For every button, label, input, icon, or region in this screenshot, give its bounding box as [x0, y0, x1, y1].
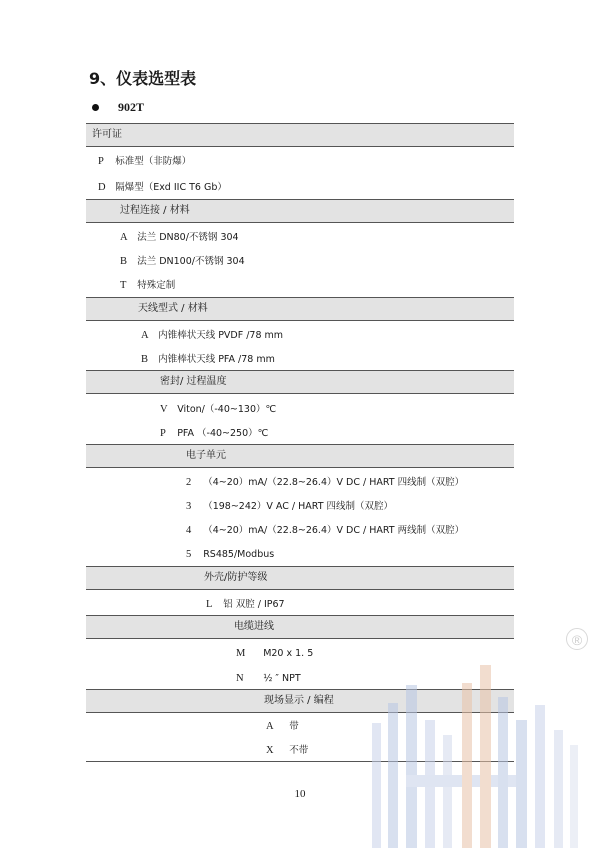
option-desc: 不带: [289, 745, 309, 756]
option-code: B: [120, 256, 128, 267]
option-code: 3: [186, 501, 192, 512]
option-row: [141, 329, 283, 343]
option-code: B: [141, 354, 149, 365]
option-row: [186, 524, 464, 538]
option-desc: （4~20）mA/（22.8~26.4）V DC / HART 两线制（双腔）: [203, 525, 465, 536]
option-row: [186, 500, 393, 514]
option-desc: RS485/Modbus: [203, 549, 275, 560]
option-desc: 铝 双腔 / IP67: [223, 599, 285, 610]
section-header-label: 电子单元: [186, 450, 226, 461]
option-desc: PFA （-40~250）℃: [177, 428, 269, 439]
section-header-label: 电缆进线: [234, 621, 274, 632]
section-header-electronics: [86, 444, 514, 468]
section-header-seal: [86, 370, 514, 394]
option-code: V: [160, 404, 168, 415]
section-header-label: 现场显示 / 编程: [264, 695, 334, 706]
option-desc: Viton/（-40~130）℃: [177, 404, 277, 415]
option-desc: 标准型（非防爆）: [115, 156, 192, 167]
option-code: A: [266, 721, 274, 732]
option-row: [206, 598, 285, 612]
option-desc: ½ ″ NPT: [263, 673, 301, 684]
option-code: L: [206, 599, 213, 610]
option-row: [266, 744, 308, 758]
option-code: M: [236, 648, 246, 659]
bullet-icon: [92, 104, 99, 111]
section-header-license: [86, 123, 514, 147]
option-code: D: [98, 182, 106, 193]
option-row: [160, 427, 268, 441]
watermark-logo-icon: [370, 625, 590, 848]
registered-mark-icon: ®: [566, 628, 588, 650]
option-code: P: [160, 428, 166, 439]
option-code: N: [236, 673, 244, 684]
option-desc: M20 x 1. 5: [263, 648, 314, 659]
page-title: 9、仪表选型表: [89, 69, 197, 88]
option-code: P: [98, 156, 104, 167]
option-code: A: [141, 330, 149, 341]
option-desc: （4~20）mA/（22.8~26.4）V DC / HART 四线制（双腔）: [203, 477, 465, 488]
section-header-label: 密封/ 过程温度: [160, 376, 227, 387]
option-row: [266, 720, 299, 734]
option-desc: 内锥棒状天线 PFA /78 mm: [158, 354, 275, 365]
option-code: X: [266, 745, 274, 756]
option-row: [120, 279, 175, 293]
option-code: 2: [186, 477, 192, 488]
section-header-label: 外壳/防护等级: [204, 572, 268, 583]
option-row: [98, 181, 227, 195]
option-row: [120, 255, 245, 269]
option-desc: 内锥棒状天线 PVDF /78 mm: [158, 330, 284, 341]
section-header-label: 许可证: [92, 129, 122, 140]
option-row: [186, 476, 464, 490]
model-name: 902T: [118, 99, 145, 114]
section-header-housing: [86, 566, 514, 590]
option-row: [141, 353, 275, 367]
page-number: 10: [294, 788, 306, 800]
option-desc: 隔爆型（Exd IIC T6 Gb）: [115, 182, 227, 193]
option-row: [236, 647, 313, 661]
section-header-label: 过程连接 / 材料: [120, 205, 190, 216]
option-code: T: [120, 280, 127, 291]
option-code: 5: [186, 549, 192, 560]
option-row: [120, 231, 239, 245]
section-header-antenna: [86, 297, 514, 321]
option-row: [186, 548, 274, 562]
section-header-process-connection: [86, 199, 514, 223]
option-row: [98, 155, 191, 169]
option-desc: 特殊定制: [137, 280, 176, 291]
option-desc: （198~242）V AC / HART 四线制（双腔）: [203, 501, 394, 512]
option-row: [160, 403, 276, 417]
option-desc: 带: [289, 721, 299, 732]
option-row: [236, 672, 301, 686]
option-code: A: [120, 232, 128, 243]
option-desc: 法兰 DN100/不锈钢 304: [137, 256, 245, 267]
model-line: [92, 99, 144, 115]
option-desc: 法兰 DN80/不锈钢 304: [137, 232, 239, 243]
option-code: 4: [186, 525, 192, 536]
section-header-label: 天线型式 / 材料: [138, 303, 208, 314]
